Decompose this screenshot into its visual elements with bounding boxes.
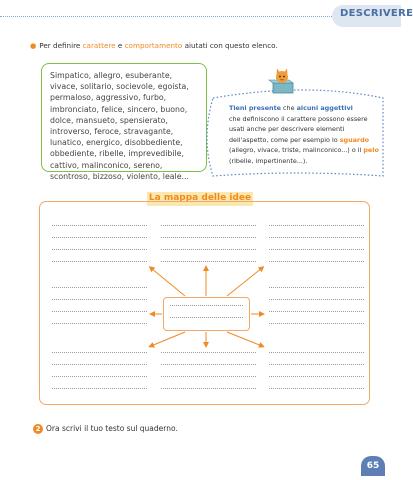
step-text: Ora scrivi il tuo testo sul quaderno.	[46, 424, 178, 433]
arrow-up-right	[227, 268, 262, 296]
arrow-down-left	[151, 332, 185, 346]
arrow-down-right	[227, 332, 262, 346]
adjective-list: Simpatico, allegro, esuberante, vivace, solitario, socievole, egoista, permaloso, aggressivo, furbo, imbronciato, felice, sincero, buono, dolce, mansueto, spensierato, introverso, feroce, stravagante, lunatico, energico, disobbediente, obbediente, ribelle, imprevedibile, cattivo, malinconico, sereno, scontroso, bizzoso, violento, leale...	[50, 71, 189, 181]
page-number: 65	[361, 456, 385, 476]
keyword-carattere: carattere	[82, 41, 116, 50]
arrow-up-left	[151, 268, 185, 296]
step-number-badge: 2	[33, 424, 43, 434]
instruction: ● Per definire carattere e comportamento aiutati con questo elenco.	[30, 41, 278, 50]
step-instruction	[33, 424, 178, 434]
bullet-icon: ●	[30, 41, 37, 50]
map-title: La mappa delle idee	[148, 193, 252, 203]
keyword-comportamento: comportamento	[124, 41, 183, 50]
tip-text: Tieni presente che alcuni aggettivi che definiscono il carattere possono essere usati anche per descrivere elementi dell'aspetto, come per esempio lo sguardo (allegro, vivace, triste, malinconico...) o il pelo (ribelle, impertinente...).	[229, 104, 379, 165]
section-title: DESCRIVERE	[340, 8, 413, 19]
